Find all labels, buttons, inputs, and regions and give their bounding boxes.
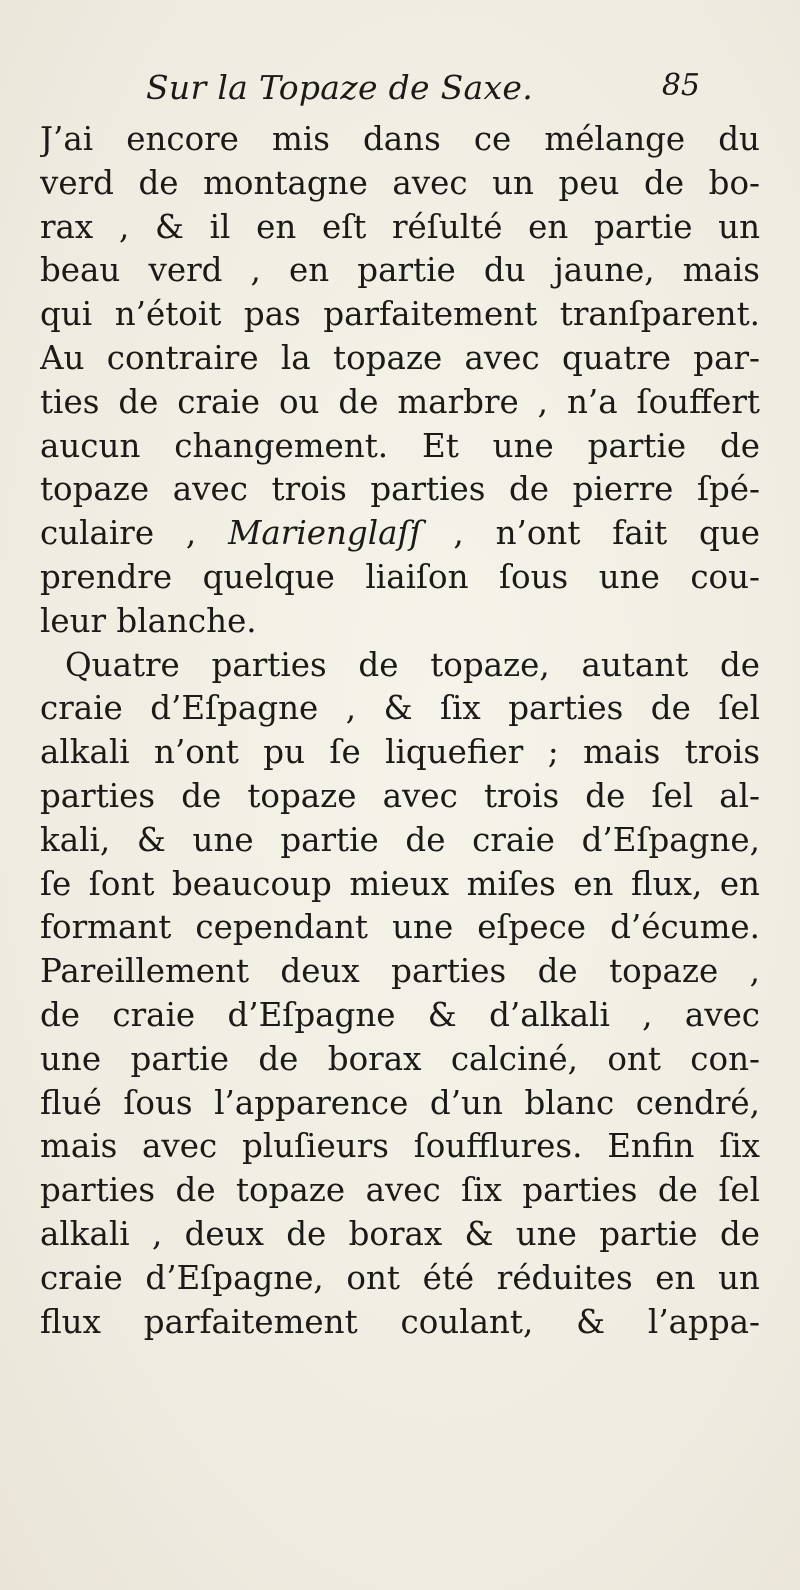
text-line: parties de topaze avec ſix parties de ſel	[40, 1171, 760, 1210]
text-line: formant cependant une eſpece d’écume.	[40, 908, 760, 947]
italic-term: Marienglaſſ	[228, 514, 422, 553]
text-line: kali, & une partie de craie d’Eſpagne,	[40, 820, 760, 859]
text-line: ties de craie ou de marbre , n’a ſouffert	[40, 382, 760, 421]
text-line: Quatre parties de topaze, autant de	[65, 645, 760, 684]
text-line: Au contraire la topaze avec quatre par-	[40, 338, 760, 377]
text-line: rax , & il en eſt réſulté en partie un	[40, 207, 760, 246]
text-line: J’ai encore mis dans ce mélange du	[40, 120, 760, 158]
text-line: flué ſous l’apparence d’un blanc cendré,	[40, 1083, 760, 1122]
text-line: prendre quelque liaiſon ſous une cou-	[40, 557, 760, 596]
text-line: ſe ſont beaucoup mieux miſes en flux, en	[40, 864, 760, 903]
page-number: 85	[661, 68, 700, 103]
text-segment: , n’ont fait que	[421, 514, 760, 553]
text-line: de craie d’Eſpagne & d’alkali , avec	[40, 995, 760, 1034]
text-line: alkali , deux de borax & une partie de	[40, 1214, 760, 1253]
text-line: verd de montagne avec un peu de bo-	[40, 163, 760, 202]
text-line: mais avec pluſieurs ſoufflures. Enfin ſix	[40, 1127, 760, 1166]
running-title: Sur la Topaze de Saxe.	[146, 68, 534, 107]
text-line: leur blanche.	[40, 601, 257, 640]
text-line: une partie de borax calciné, ont con-	[40, 1039, 760, 1078]
text-line	[40, 512, 760, 556]
text-line: flux parfaitement coulant, & l’appa-	[40, 1302, 760, 1341]
text-line: aucun changement. Et une partie de	[40, 426, 760, 465]
text-line: beau verd , en partie du jaune, mais	[40, 251, 760, 290]
text-line: topaze avec trois parties de pierre ſpé-	[40, 470, 760, 509]
text-line: craie d’Eſpagne , & ſix parties de ſel	[40, 689, 760, 728]
text-line: craie d’Eſpagne, ont été réduites en un	[40, 1258, 760, 1297]
text-line: qui n’étoit pas parfaitement tranſparent.	[40, 295, 760, 334]
text-segment: culaire ,	[40, 514, 229, 553]
text-line: Pareillement deux parties de topaze ,	[40, 952, 760, 991]
text-line: parties de topaze avec trois de ſel al-	[40, 776, 760, 815]
page-header	[140, 68, 700, 112]
body-text	[40, 118, 760, 1344]
text-line: alkali n’ont pu ſe liquefier ; mais trois	[40, 733, 760, 772]
